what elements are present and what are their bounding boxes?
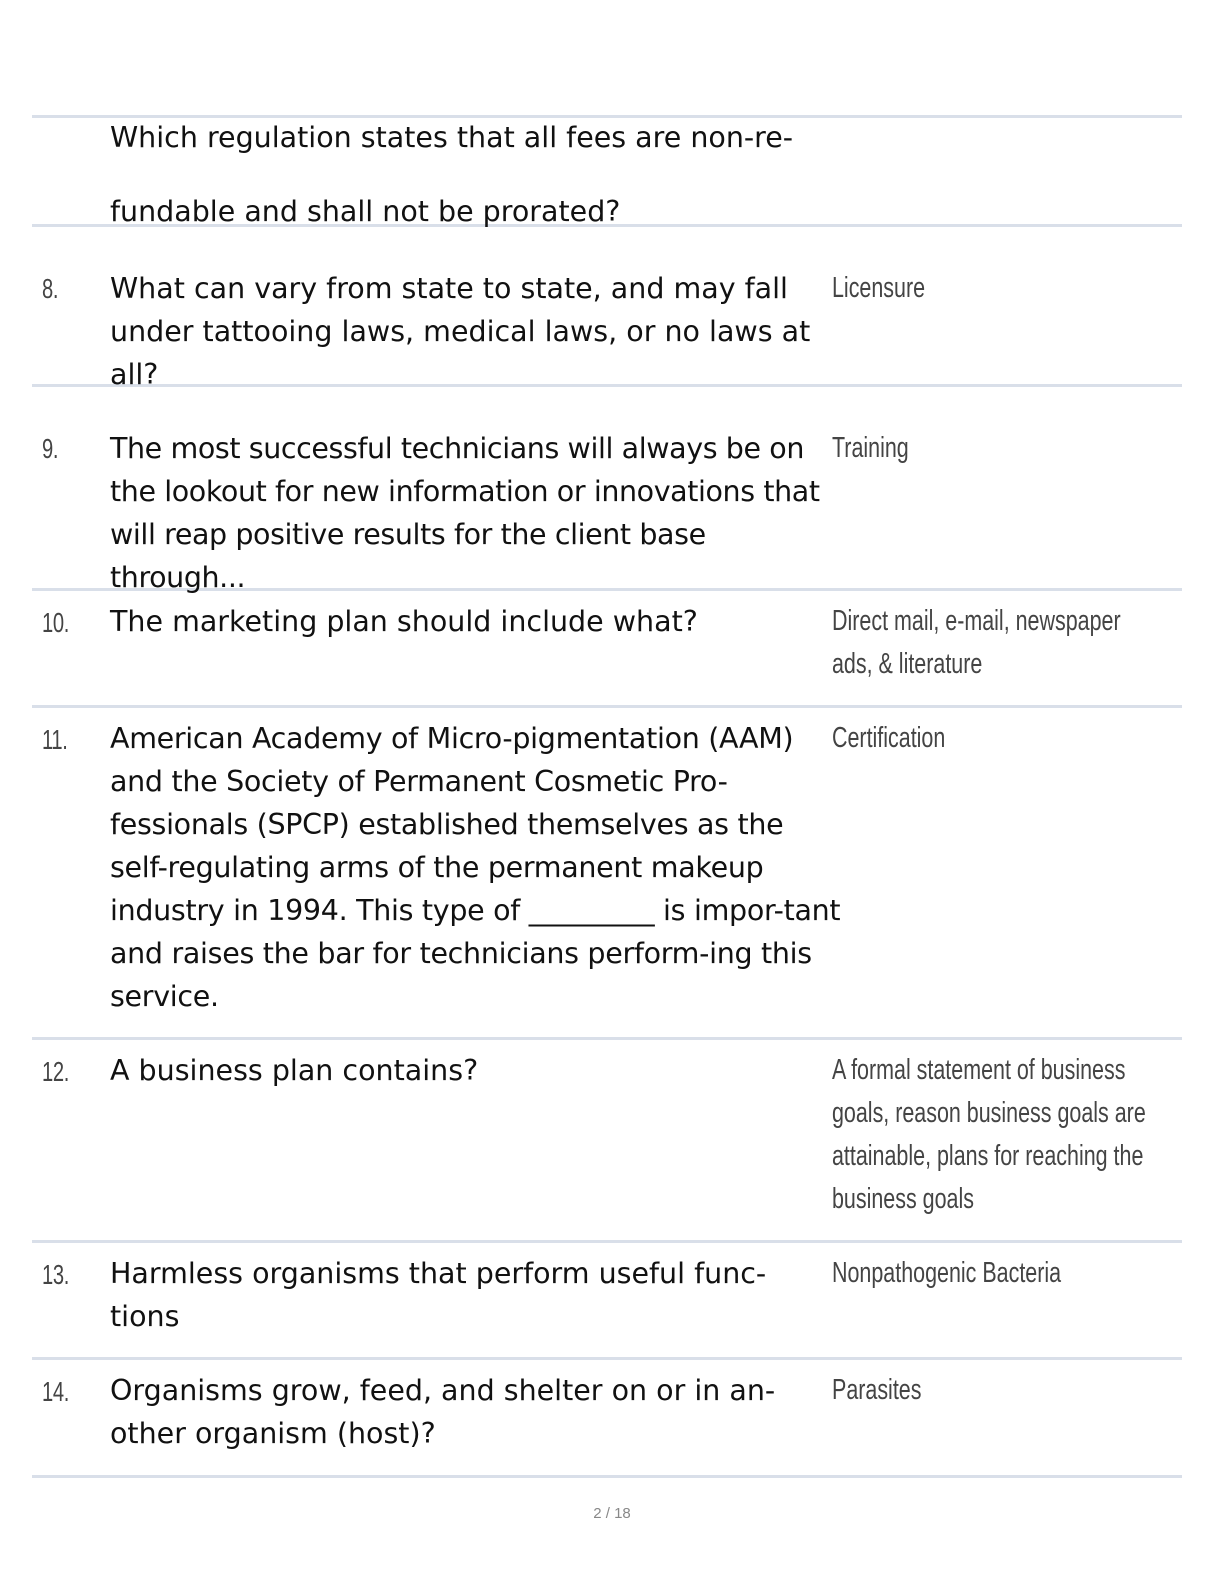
- answer-text: Licensure: [832, 272, 926, 304]
- item-number: 14.: [42, 1376, 69, 1407]
- question-text: American Academy of Micro-pigmentation (AAM) and the Society of Permanent Cosmetic Pro-fessionals (SPCP) established themselves as the self-regulating arms of the permanent makeup industry in 1994. This type of _________ is impor-tant and raises the bar for technicians perform-ing this service.: [110, 722, 841, 1013]
- question-text: A business plan contains?: [110, 1054, 479, 1087]
- item-number: 13.: [42, 1259, 69, 1290]
- item-number: 11.: [42, 724, 68, 755]
- question-text: The most successful technicians will always be on the lookout for new information or innovations that will reap positive results for the client base through...: [110, 432, 820, 594]
- answer-text: Parasites: [832, 1374, 922, 1406]
- answer-text: Nonpathogenic Bacteria: [832, 1257, 1062, 1289]
- qa-row-12: [32, 1040, 1182, 1243]
- qa-row-10: [32, 591, 1182, 708]
- question-text: Organisms grow, feed, and shelter on or in an-other organism (host)?: [110, 1374, 776, 1450]
- question-text: What can vary from state to state, and may fall under tattooing laws, medical laws, or no laws at all?: [110, 272, 811, 391]
- answer-text: Certification: [832, 722, 946, 754]
- item-number: 12.: [42, 1056, 69, 1087]
- page-indicator: 2 / 18: [593, 1505, 631, 1522]
- item-number: 8.: [42, 273, 59, 304]
- answer-text: Training: [832, 432, 909, 464]
- qa-row-11: [32, 708, 1182, 1040]
- answer-text: A formal statement of business goals, reason business goals are attainable, plans for reaching the business goals: [832, 1054, 1146, 1215]
- qa-row-14: [32, 1360, 1182, 1478]
- item-number: 10.: [42, 607, 69, 638]
- qa-row-8: [32, 227, 1182, 391]
- answer-text: Direct mail, e-mail, newspaper ads, & literature: [832, 605, 1121, 680]
- question-text: Which regulation states that all fees are non-re- fundable and shall not be prorated?: [110, 121, 794, 228]
- qa-row-7: [32, 117, 1182, 227]
- item-number: 9.: [42, 433, 59, 464]
- question-text: The marketing plan should include what?: [110, 605, 698, 638]
- qa-row-9: [32, 387, 1182, 594]
- question-text: Harmless organisms that perform useful func-tions: [110, 1257, 767, 1333]
- qa-row-13: [32, 1243, 1182, 1360]
